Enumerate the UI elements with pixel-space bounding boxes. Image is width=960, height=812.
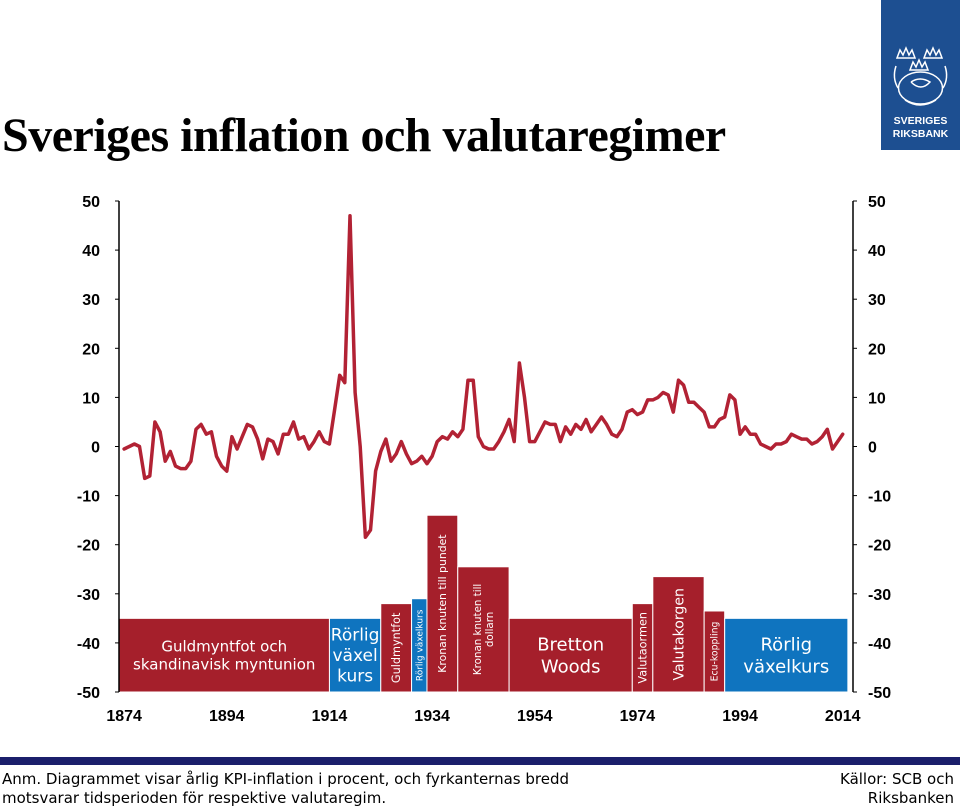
regime-label: Valutakorgen	[671, 588, 688, 681]
y-tick-label-left: 10	[82, 390, 100, 408]
regime-label-group	[710, 622, 721, 682]
x-tick-label: 2014	[824, 708, 861, 725]
y-tick-label-right: -20	[868, 537, 892, 555]
y-tick-label-left: 0	[91, 439, 100, 457]
y-tick-label-left: 30	[82, 292, 100, 310]
y-tick-label-left: -50	[76, 685, 100, 702]
regime-label-group	[436, 534, 449, 672]
y-tick-label-right: 40	[868, 243, 886, 261]
regime-label-group	[390, 612, 403, 683]
y-tick-label-right: -50	[868, 685, 892, 702]
regime-label: Kronan knuten till	[472, 583, 485, 676]
y-tick-label-right: 30	[868, 292, 886, 310]
x-tick-label: 1974	[619, 708, 656, 725]
x-tick-label: 1994	[722, 708, 758, 725]
inflation-line	[124, 216, 843, 538]
regime-label: Valutaormen	[636, 612, 650, 684]
logo-text-line2: RIKSBANK	[892, 128, 949, 140]
regime-label: växel	[332, 646, 378, 667]
regime-label: kurs	[337, 666, 374, 687]
y-tick-label-left: 40	[82, 243, 100, 261]
regime-label-group	[671, 588, 687, 680]
regime-label: växelkurs	[743, 656, 830, 678]
y-tick-label-right: 0	[868, 439, 877, 457]
regime-label: Rörlig växelkurs	[415, 609, 426, 682]
y-tick-label-left: 50	[82, 194, 100, 211]
y-tick-label-right: 10	[868, 390, 886, 408]
y-tick-label-right: -40	[868, 635, 892, 653]
riksbank-logo	[881, 0, 960, 150]
y-tick-label-right: -10	[868, 488, 892, 506]
regime-label: dollarn	[483, 611, 496, 648]
x-tick-label: 1874	[106, 708, 142, 725]
y-tick-label-left: 20	[82, 341, 100, 359]
x-tick-label: 1894	[208, 708, 245, 725]
y-tick-label-right: -30	[868, 586, 892, 604]
regime-label: Bretton	[537, 634, 605, 656]
logo-text-line1: SVERIGES	[893, 115, 948, 127]
footer-rule	[0, 757, 960, 765]
page-title: Sveriges inflation och valutaregimer	[2, 109, 726, 162]
regime-label: Rörlig	[760, 634, 813, 656]
regime-label: Guldmyntfot och	[161, 637, 288, 656]
regime-label: Ecu-koppling	[709, 621, 721, 682]
chart-sources: Källor: SCB och Riksbanken	[840, 770, 954, 807]
y-tick-label-left: -10	[76, 488, 100, 506]
y-tick-label-left: -20	[76, 537, 100, 555]
regime-label: Guldmyntfot	[390, 612, 404, 684]
y-tick-label-left: -40	[76, 635, 100, 653]
y-tick-label-right: 20	[868, 341, 886, 359]
regime-label: skandinavisk myntunion	[133, 655, 316, 674]
chart-note: Anm. Diagrammet visar årlig KPI-inflation i procent, och fyrkanternas bredd motsvarar tidsperioden för respektive valutaregim.	[2, 770, 569, 807]
y-tick-label-right: 50	[868, 194, 886, 211]
inflation-series	[124, 216, 843, 538]
regime-label: Kronan knuten till pundet	[436, 534, 450, 673]
regime-boxes	[119, 515, 848, 692]
x-tick-label: 1934	[414, 708, 450, 725]
x-tick-label: 1954	[516, 708, 553, 725]
regime-label-group	[636, 612, 649, 684]
x-tick-label: 1914	[311, 708, 348, 725]
inflation-chart	[0, 180, 960, 725]
regime-label-group	[415, 609, 425, 681]
y-tick-label-left: -30	[76, 586, 100, 604]
regime-label: Woods	[540, 656, 601, 678]
regime-label: Rörlig	[330, 625, 380, 646]
